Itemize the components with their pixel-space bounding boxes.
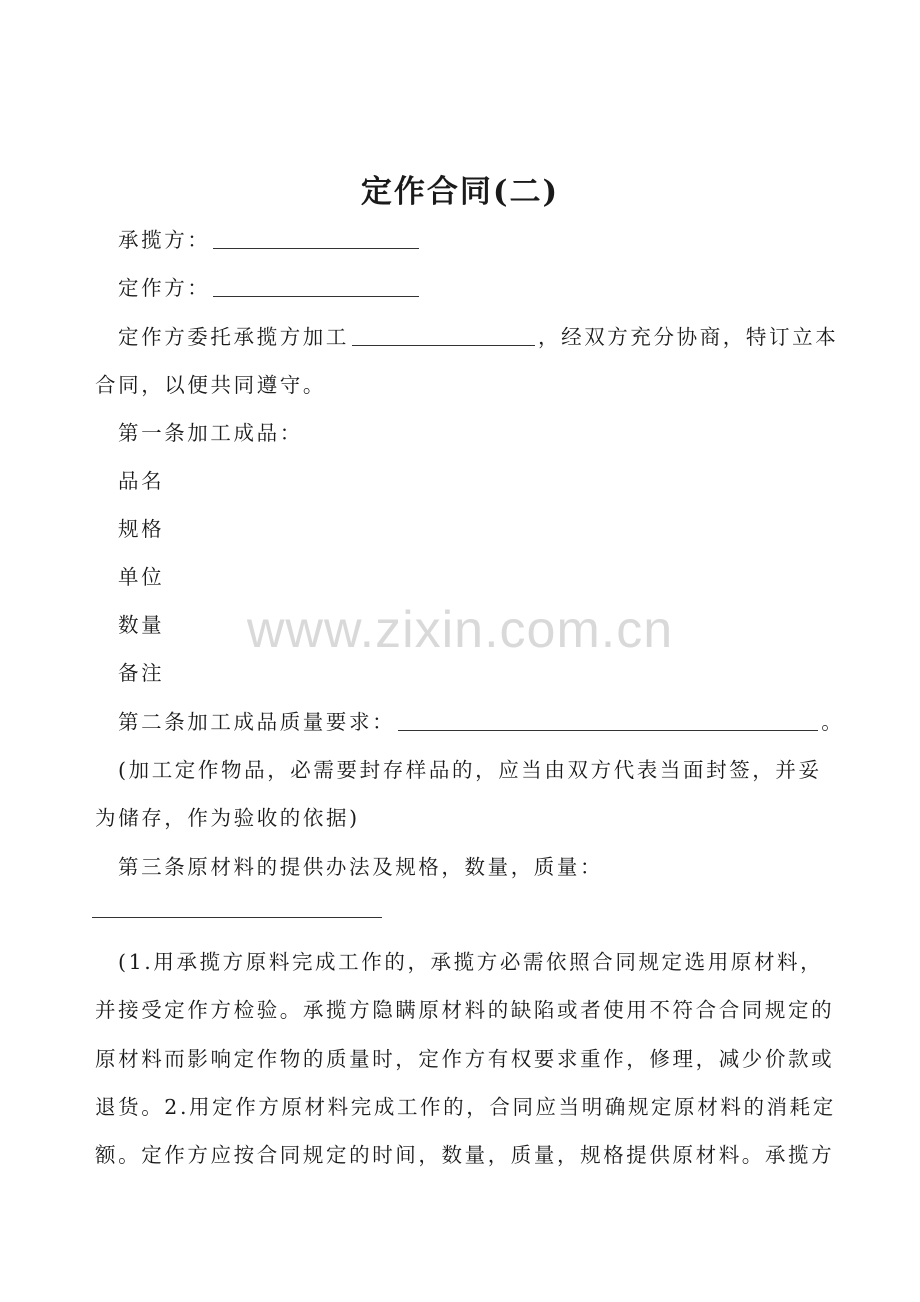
article-2-heading: 第二条加工成品质量要求： — [118, 710, 396, 734]
sample-note-line-2: 为储存，作为验收的依据) — [95, 806, 360, 830]
intro-line-2: 合同，以便共同遵守。 — [95, 373, 326, 397]
quality-blank — [398, 729, 818, 731]
contractor-line — [118, 223, 422, 253]
intro-line — [118, 320, 838, 350]
intro-text-1: 定作方委托承揽方加工 — [118, 325, 349, 349]
item-note-label: 备注 — [118, 661, 165, 685]
article-3-heading: 第三条原材料的提供办法及规格，数量，质量： — [118, 855, 604, 879]
paragraph-line-1: (1.用承揽方原料完成工作的，承揽方必需依照合同规定选用原材料， — [118, 950, 824, 974]
document-title: 定作合同(二) — [360, 174, 560, 210]
watermark: www.zixin.com.cn — [246, 601, 674, 659]
paragraph-line-5: 额。定作方应按合同规定的时间，数量，质量，规格提供原材料。承揽方 — [95, 1143, 835, 1167]
item-spec-label: 规格 — [118, 517, 165, 541]
customer-line — [118, 271, 422, 301]
article-2-end: 。 — [821, 710, 845, 734]
product-blank — [352, 344, 535, 346]
sample-note-line-1: (加工定作物品，必需要封存样品的，应当由双方代表当面封签，并妥 — [118, 758, 822, 782]
paragraph-line-4: 退货。2.用定作方原材料完成工作的，合同应当明确规定原材料的消耗定 — [95, 1095, 836, 1119]
article-1-heading: 第一条加工成品： — [118, 421, 303, 445]
article-2-line — [118, 705, 844, 735]
contractor-blank — [213, 247, 419, 249]
paragraph-line-2: 并接受定作方检验。承揽方隐瞒原材料的缺陷或者使用不符合合同规定的 — [95, 998, 835, 1022]
item-qty-label: 数量 — [118, 613, 165, 637]
customer-blank — [213, 295, 419, 297]
paragraph-line-3: 原材料而影响定作物的质量时，定作方有权要求重作，修理，减少价款或 — [95, 1047, 835, 1071]
intro-text-2: ，经双方充分协商，特订立本 — [538, 325, 839, 349]
customer-label: 定作方： — [118, 276, 211, 300]
item-name-label: 品名 — [118, 469, 165, 493]
material-blank-rule — [92, 917, 382, 918]
contractor-label: 承揽方： — [118, 228, 211, 252]
item-unit-label: 单位 — [118, 565, 165, 589]
